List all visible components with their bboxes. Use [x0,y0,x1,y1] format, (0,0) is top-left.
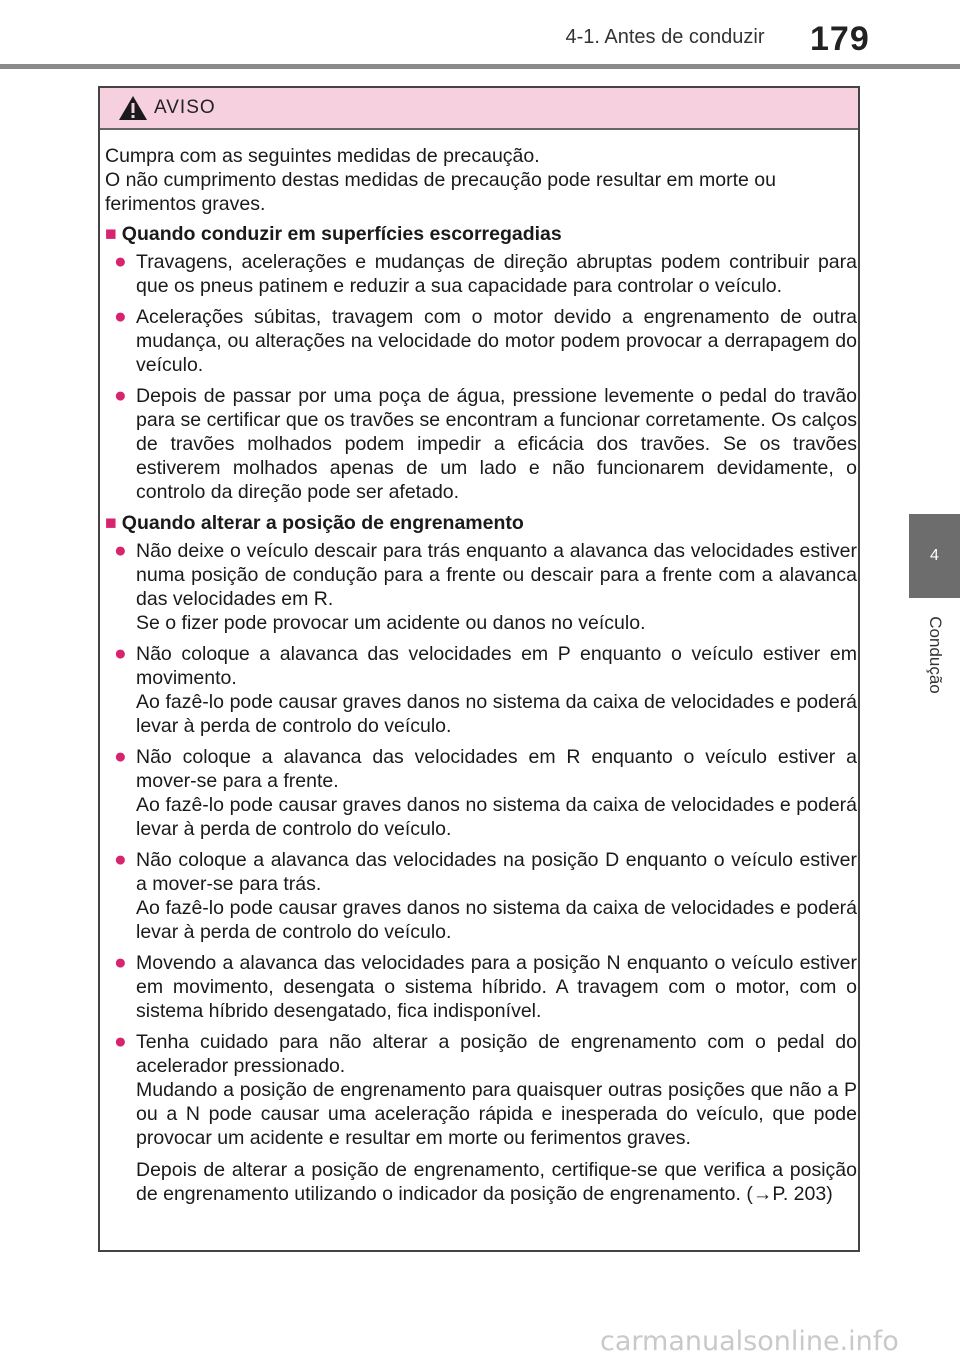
item-text: Se o fizer pode provocar um acidente ou danos no veículo. [136,612,646,634]
list-item [114,250,857,298]
item-text: Não coloque a alavanca das velocidades na posição D enquanto o veículo estiver a mover-se para trás. [136,849,857,895]
bullet-icon: ● [114,745,127,768]
bullet-icon: ● [114,250,127,273]
list-item [114,745,857,841]
item-text: Travagens, acelerações e mudanças de direção abruptas podem contribuir para que os pneus patinem e reduzir a sua capacidade para controlar o veículo. [136,251,857,297]
item-text: Não deixe o veículo descair para trás enquanto a alavanca das velocidades estiver numa posição de condução para a frente ou descair para a frente com a alavanca das velocidades em R. [136,540,857,610]
item-text: Não coloque a alavanca das velocidades em R enquanto o veículo estiver a mover-se para a frente. [136,746,857,792]
chapter-tab[interactable] [909,514,960,598]
item-text: Ao fazê-lo pode causar graves danos no sistema da caixa de velocidades e poderá levar à perda de controlo do veículo. [136,691,857,737]
section-title: 4-1. Antes de conduzir [565,26,765,48]
item-text: Depois de passar por uma poça de água, pressione levemente o pedal do travão para se certificar que os travões se encontram a funcionar corretamente. Os calços de travões molhados podem impedir a eficácia dos travões. Se os travões estiverem molhados apenas de um lado e não funcionarem devidamente, o controlo da direção pode ser afetado. [136,385,857,503]
bullet-icon: ● [114,305,127,328]
page-number: 179 [810,20,870,58]
item-text: Tenha cuidado para não alterar a posição de engrenamento com o pedal do acelerador pressionado. [136,1031,857,1077]
bullet-icon: ● [114,848,127,871]
warning-box [98,86,860,1252]
list-item [114,539,857,635]
list-item [114,1030,857,1206]
chapter-label-text: Condução [925,616,945,694]
bullet-icon: ● [114,951,127,974]
warning-triangle-icon [118,95,148,121]
list-item [114,384,857,504]
warning-body [105,144,857,1213]
item-text: Não coloque a alavanca das velocidades em P enquanto o veículo estiver em movimento. [136,643,857,689]
item-text: Ao fazê-lo pode causar graves danos no sistema da caixa de velocidades e poderá levar à perda de controlo do veículo. [136,897,857,943]
item-text: Mudando a posição de engrenamento para quaisquer outras posições que não a P ou a N pode causar uma aceleração rápida e inesperada do veículo, que pode provocar um acidente e resultar em morte ou ferimentos graves. [136,1079,857,1149]
chapter-label [909,600,960,710]
square-bullet-icon: ■ [105,512,117,534]
list-item [114,848,857,944]
warning-title: AVISO [154,97,216,118]
section-heading-slippery [105,222,857,246]
header-rule [0,64,960,69]
watermark: carmanualsonline.info [600,1326,899,1357]
list-item [114,642,857,738]
item-text: Acelerações súbitas, travagem com o motor devido a engrenamento de outra mudança, ou alterações na velocidade do motor podem provocar a derrapagem do veículo. [136,306,857,376]
warning-intro [105,144,857,216]
square-bullet-icon: ■ [105,223,117,245]
intro-line: O não cumprimento destas medidas de precaução pode resultar em morte ou ferimentos graves. [105,169,776,215]
chapter-tab-number: 4 [930,547,939,564]
section-heading-shift-position [105,511,857,535]
bullet-icon: ● [114,1030,127,1053]
closing-note: Depois de alterar a posição de engrenamento, certifique-se que verifica a posição de engrenamento utilizando o indicador da posição de engrenamento. (→P. 203) [136,1159,857,1205]
item-text: Ao fazê-lo pode causar graves danos no sistema da caixa de velocidades e poderá levar à perda de controlo do veículo. [136,794,857,840]
section-heading-text: Quando alterar a posição de engrenamento [121,512,524,534]
item-text: Movendo a alavanca das velocidades para a posição N enquanto o veículo estiver em movimento, desengata o sistema híbrido. A travagem com o motor, com o sistema híbrido desengatado, fica indisponível. [136,952,857,1022]
section-heading-text: Quando conduzir em superfícies escorregadias [121,223,562,245]
warning-header [100,88,858,130]
intro-line: Cumpra com as seguintes medidas de precaução. [105,145,540,167]
bullet-icon: ● [114,642,127,665]
list-item [114,951,857,1023]
bullet-icon: ● [114,539,127,562]
bullet-icon: ● [114,384,127,407]
list-item [114,305,857,377]
